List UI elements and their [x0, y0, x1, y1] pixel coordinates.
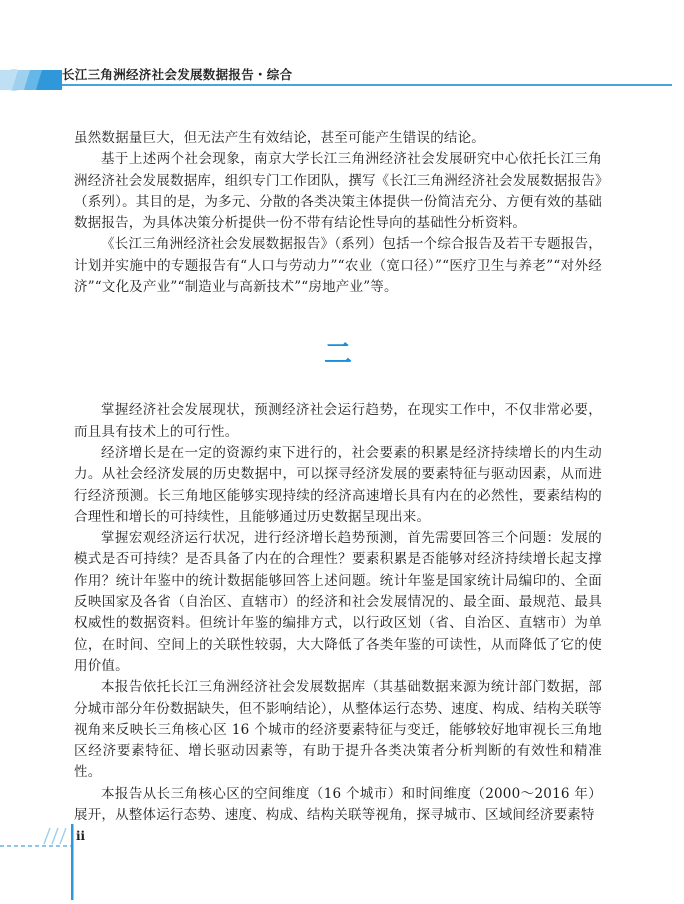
- body-paragraph: 本报告依托长江三角洲经济社会发展数据库（其基础数据来源为统计部门数据，部分城市部分年份数据缺失，但不影响结论），从整体运行态势、速度、构成、结构关联等视角来反映长三角核心区 16 个城市的经济要素特征与变迁，能够较好地审视长三角地区经济要素特征、增长驱动因素等，有助于提升各类决策者分析判断的有效性和精准性。: [74, 679, 602, 781]
- body-paragraph: 掌握经济社会发展现状，预测经济社会运行趋势，在现实工作中，不仅非常必要，而且具有技术上的可行性。: [74, 402, 602, 440]
- running-header-title: 长江三角洲经济社会发展数据报告・综合: [62, 67, 293, 82]
- page-number: ii: [76, 829, 86, 843]
- section-heading: 二: [323, 337, 352, 371]
- footer-decoration: [0, 820, 80, 900]
- body-paragraph: 掌握宏观经济运行状况，进行经济增长趋势预测，首先需要回答三个问题：发展的模式是否可持续？是否具备了内在的合理性？要素积累是否能够对经济持续增长起支撑作用？统计年鉴中的统计数据能够回答上述问题。统计年鉴是国家统计局编印的、全面反映国家及各省（自治区、直辖市）的经济和社会发展情况的、最全面、最规范、最具权威性的数据资料。但统计年鉴的编排方式，以行政区划（省、自治区、直辖市）为单位，在时间、空间上的关联性较弱，大大降低了各类年鉴的可读性，从而降低了它的使用价值。: [74, 530, 602, 674]
- page-body: [74, 128, 602, 826]
- body-paragraph: 虽然数据量巨大，但无法产生有效结论，甚至可能产生错误的结论。: [74, 130, 485, 146]
- header-rule: [62, 84, 672, 86]
- body-paragraph: 《长江三角洲经济社会发展数据报告》（系列）包括一个综合报告及若干专题报告，计划并实施中的专题报告有“人口与劳动力”“农业（宽口径）”“医疗卫生与养老”“对外经济”“文化及产业”“制造业与高新技术”“房地产业”等。: [74, 236, 602, 296]
- body-paragraph: 基于上述两个社会现象，南京大学长江三角洲经济社会发展研究中心依托长江三角洲经济社会发展数据库，组织专门工作团队，撰写《长江三角洲经济社会发展数据报告》（系列）。其目的是，为多元、分散的各类决策主体提供一份简洁充分、方便有效的基础数据报告，为具体决策分析提供一份不带有结论性导向的基础性分析资料。: [74, 151, 602, 232]
- body-paragraph: 本报告从长三角核心区的空间维度（16 个城市）和时间维度（2000～2016 年）展开，从整体运行态势、速度、构成、结构关联等视角，探寻城市、区域间经济要素特: [74, 785, 602, 824]
- body-paragraph: 经济增长是在一定的资源约束下进行的，社会要素的积累是经济持续增长的内生动力。从社会经济发展的历史数据中，可以探寻经济发展的要素特征与驱动因素，从而进行经济预测。长三角地区能够实现持续的经济高速增长具有内在的必然性，要素结构的合理性和增长的可持续性，且能够通过历史数据呈现出来。: [74, 444, 602, 525]
